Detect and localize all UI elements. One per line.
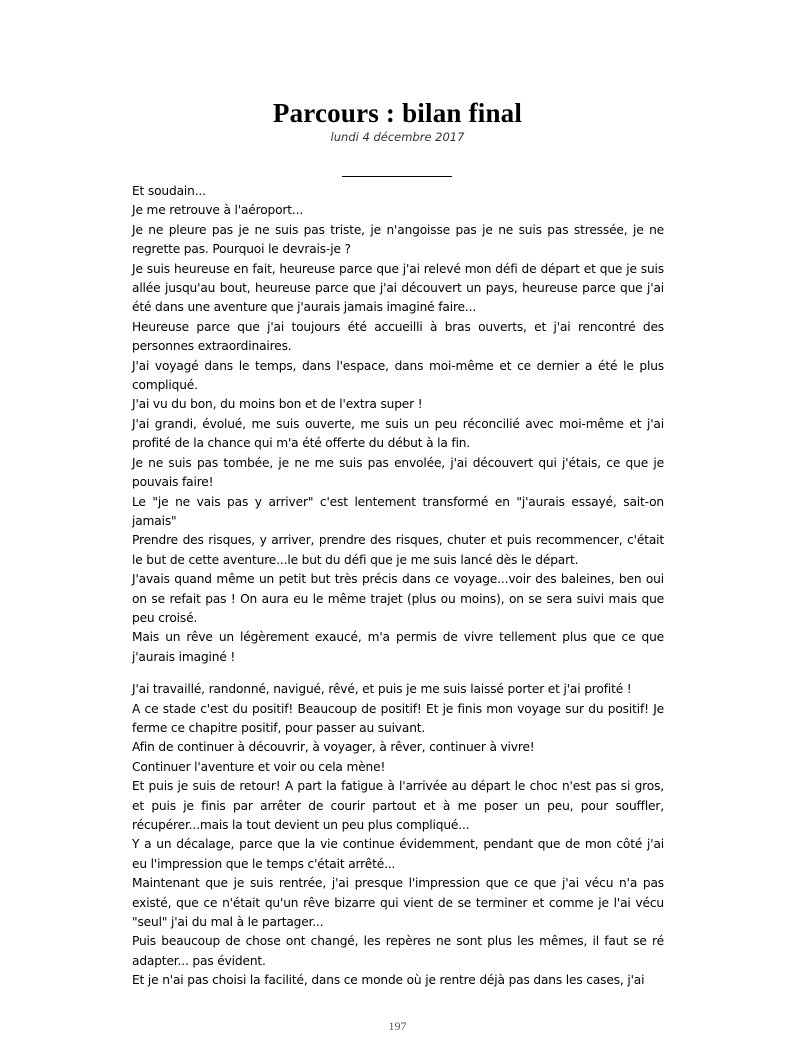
paragraph: Y a un décalage, parce que la vie continue évidemment, pendant que de mon côté j'ai eu l'impression que le temps c'était arrêté... [132,837,664,871]
title-divider [342,176,452,177]
paragraph: Maintenant que je suis rentrée, j'ai presque l'impression que ce que j'ai vécu n'a pas existé, que ce n'était qu'un rêve bizarre qui vient de se terminer et comme je l'ai vécu "seul" j'ai du mal à le partager... [132,876,664,930]
paragraph: Afin de continuer à découvrir, à voyager, à rêver, continuer à vivre! [132,740,535,755]
paragraph: Je ne pleure pas je ne suis pas triste, je n'angoisse pas je ne suis pas stressée, je ne regrette pas. Pourquoi le devrais-je ? [132,222,664,257]
paragraph: Je suis heureuse en fait, heureuse parce que j'ai relevé mon défi de départ et que je suis allée jusqu'au bout, heureuse parce que j'ai découvert un pays, heureuse parce que j'ai été dans une aventure que j'aurais jamais imaginé faire... [132,261,664,315]
paragraph: J'ai grandi, évolué, me suis ouverte, me suis un peu réconcilié avec moi-même et j'ai profité de la chance qui m'a été offerte du début à la fin. [132,416,664,451]
paragraph: Je me retrouve à l'aéroport... [132,203,304,218]
paragraph: Continuer l'aventure et voir ou cela mène! [132,759,386,774]
paragraph: J'avais quand même un petit but très précis dans ce voyage...voir des baleines, ben oui on se refait pas ! On aura eu le même trajet (plus ou moins), on se sera suivi mais que peu croisé. [132,572,664,625]
paragraph: Le "je ne vais pas y arriver" c'est lentement transformé en "j'aurais essayé, sait-on jamais" [132,494,664,528]
page-title: Parcours : bilan final [272,98,523,128]
paragraph: Puis beaucoup de chose ont changé, les repères ne sont plus les mêmes, il faut se ré adapter... pas évident. [132,934,664,968]
paragraph: A ce stade c'est du positif! Beaucoup de positif! Et je finis mon voyage sur du positif! Je ferme ce chapitre positif, pour passer au suivant. [132,701,664,735]
page-number: 197 [388,1019,407,1033]
paragraph: Prendre des risques, y arriver, prendre des risques, chuter et puis recommencer, c'était le but de cette aventure...le but du défi que je me suis lancé dès le départ. [132,533,664,567]
paragraph: Et puis je suis de retour! A part la fatigue à l'arrivée au départ le choc n'est pas si gros, et puis je finis par arrêter de courir partout et à me poser un peu, pour souffler, récupérer...mais la tout devient un peu plus compliqué... [132,779,664,832]
paragraph: Mais un rêve un légèrement exaucé, m'a permis de vivre tellement plus que ce que j'aurais imaginé ! [132,630,664,664]
post-date: lundi 4 décembre 2017 [330,130,465,144]
paragraph: J'ai voyagé dans le temps, dans l'espace, dans moi-même et ce dernier a été le plus compliqué. [132,358,664,393]
paragraph: Et je n'ai pas choisi la facilité, dans ce monde où je rentre déjà pas dans les cases, j'ai [132,973,645,988]
paragraph: Je ne suis pas tombée, je ne me suis pas envolée, j'ai découvert qui j'étais, ce que je pouvais faire! [132,455,664,490]
paragraph: J'ai vu du bon, du moins bon et de l'extra super ! [132,397,423,412]
article-body [132,182,664,991]
paragraph: J'ai travaillé, randonné, navigué, rêvé, et puis je me suis laissé porter et j'ai profité ! [132,682,632,697]
paragraph: Heureuse parce que j'ai toujours été accueilli à bras ouverts, et j'ai rencontré des personnes extraordinaires. [132,319,664,354]
paragraph: Et soudain... [132,184,206,198]
